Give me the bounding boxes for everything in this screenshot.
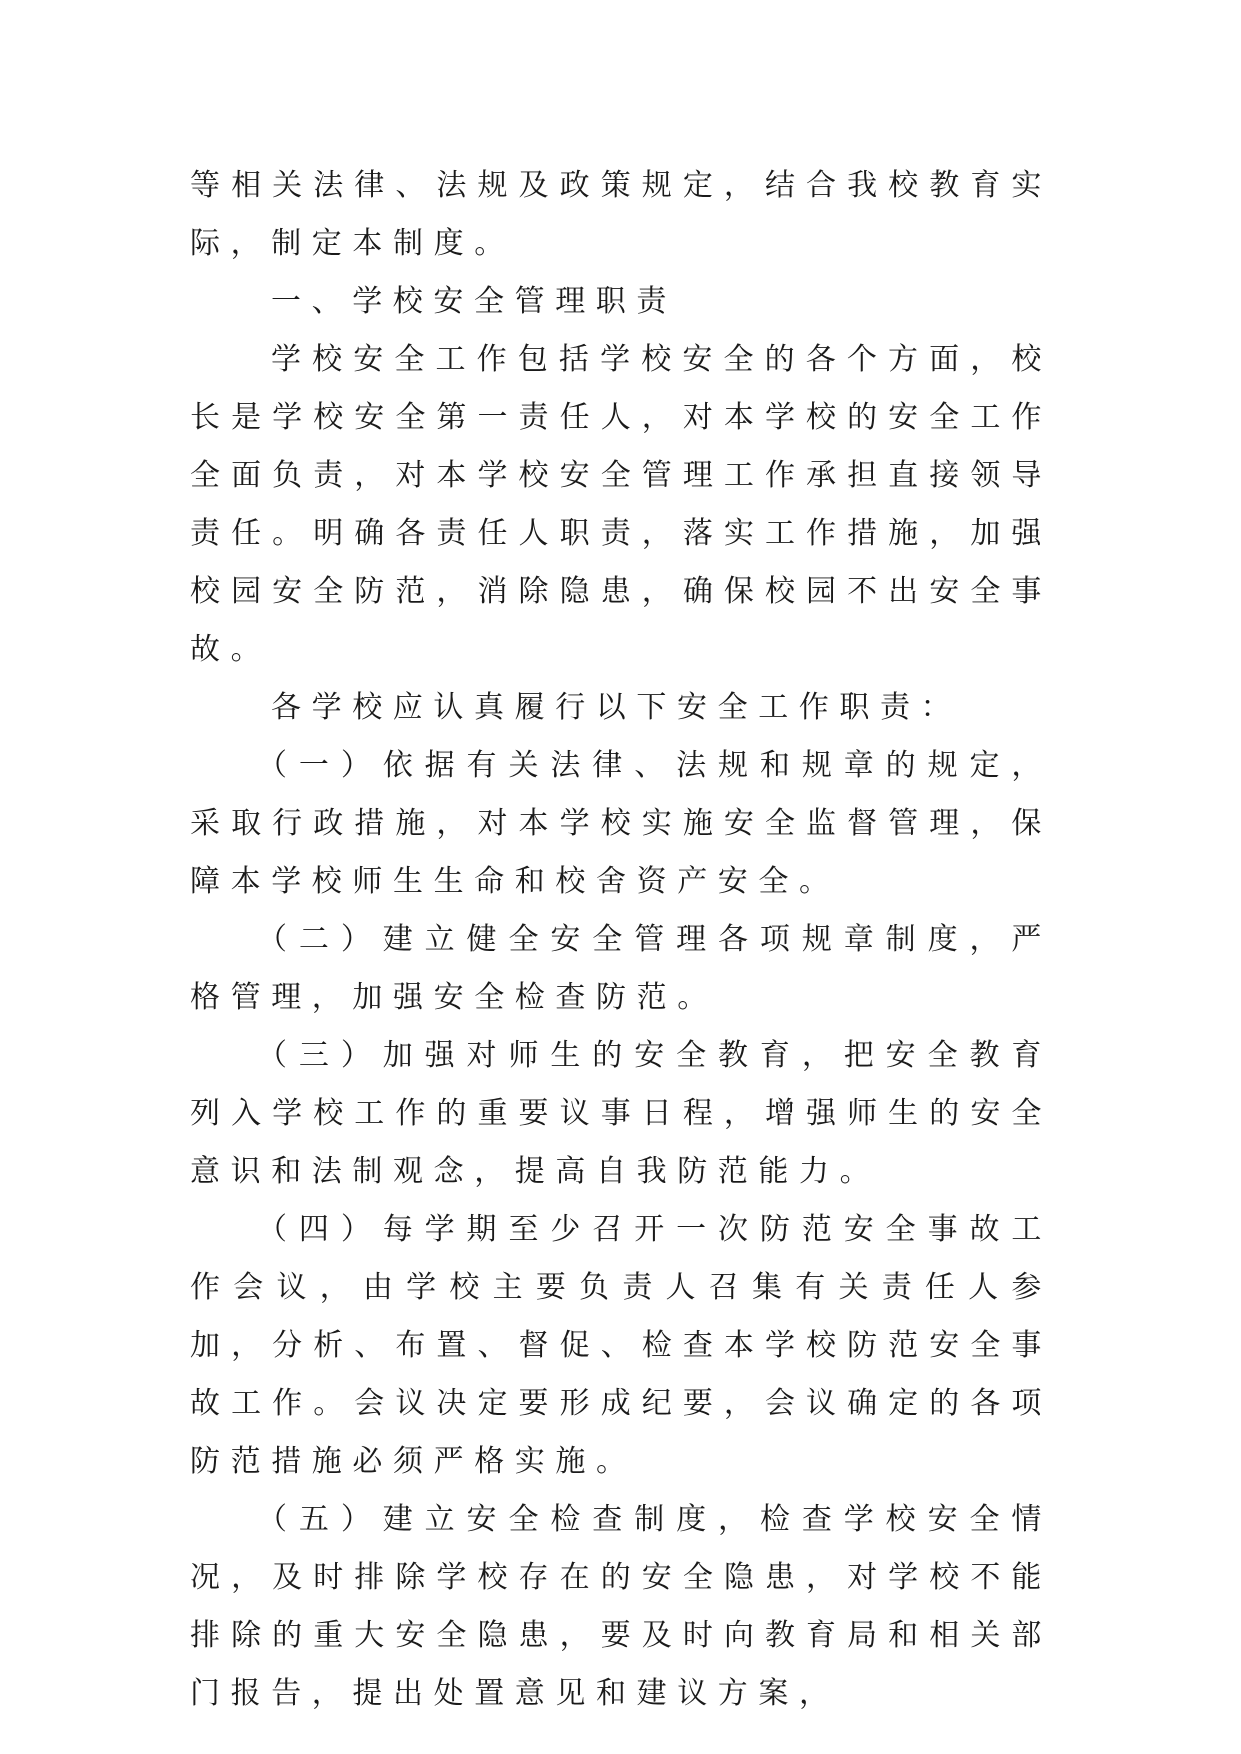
list-item-1: （一）依据有关法律、法规和规章的规定，采取行政措施，对本学校实施安全监督管理，保障本学校师生生命和校舍资产安全。 [190, 748, 1052, 899]
paragraph-duties-intro: 各学校应认真履行以下安全工作职责： [271, 690, 962, 725]
list-item-2: （二）建立健全安全管理各项规章制度，严格管理，加强安全检查防范。 [190, 922, 1052, 1015]
section-heading-safety-duties: 一、学校安全管理职责 [271, 284, 677, 319]
list-item-4: （四）每学期至少召开一次防范安全事故工作会议，由学校主要负责人召集有关责任人参加，分析、布置、督促、检查本学校防范安全事故工作。会议决定要形成纪要，会议确定的各项防范措施必须严格实施。 [190, 1212, 1052, 1479]
list-item-3: （三）加强对师生的安全教育，把安全教育列入学校工作的重要议事日程，增强师生的安全意识和法制观念，提高自我防范能力。 [190, 1038, 1052, 1189]
paragraph-principal-responsibility: 学校安全工作包括学校安全的各个方面，校长是学校安全第一责任人，对本学校的安全工作全面负责，对本学校安全管理工作承担直接领导责任。明确各责任人职责，落实工作措施，加强校园安全防范，消除隐患，确保校园不出安全事故。 [190, 342, 1052, 667]
paragraph-intro-continuation: 等相关法律、法规及政策规定，结合我校教育实际，制定本制度。 [190, 168, 1052, 261]
document-body [190, 157, 1052, 1723]
list-item-5: （五）建立安全检查制度，检查学校安全情况，及时排除学校存在的安全隐患，对学校不能排除的重大安全隐患，要及时向教育局和相关部门报告，提出处置意见和建议方案， [190, 1502, 1052, 1711]
